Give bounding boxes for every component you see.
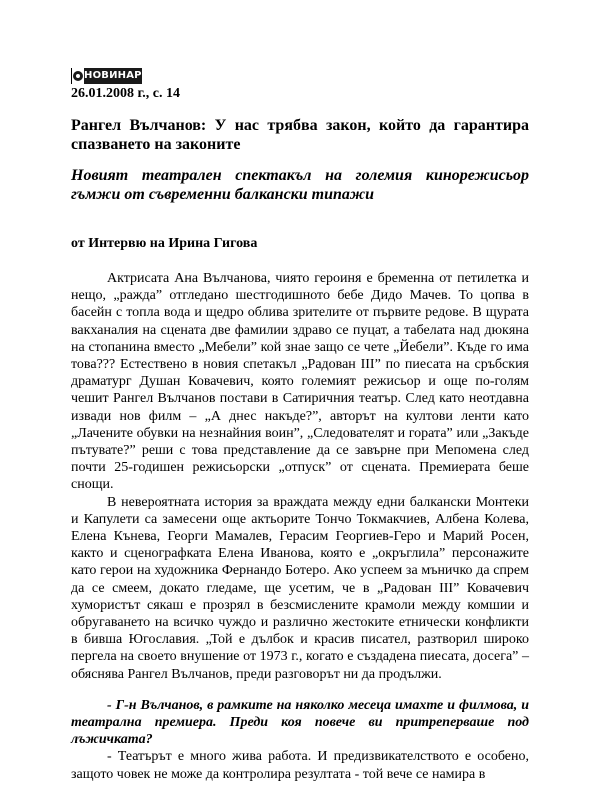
logo-emblem-icon bbox=[72, 68, 84, 84]
newspaper-logo bbox=[71, 68, 142, 84]
article-byline: от Интервю на Ирина Гигова bbox=[71, 236, 258, 251]
interview-answer: - Театърът е много жива работа. И предизвикателството е особено, защото човек не може да контролира резултата - той вече се намира в bbox=[71, 749, 529, 782]
logo-text: НОВИНАР bbox=[84, 68, 142, 84]
article-body bbox=[71, 270, 529, 783]
article-subheadline: Новият театрален спектакъл на големия кинорежисьор гъмжи от съвременни балкански типажи bbox=[71, 167, 529, 203]
interview-question: - Г-н Вълчанов, в рамките на няколко месеца имахте и филмова, и театрална премиера. Преди коя повече ви притреперваше под лъжичката? bbox=[71, 697, 529, 748]
body-paragraph: Актрисата Ана Вълчанова, чиято героиня е бременна от петилетка и нещо, „ражда” отгледано шестгодишното бебе Дидо Мачев. То цопва в басейн с топла вода и щедро облива зрителите от първите редове. В щурата вакханалия на сцената две фамилии здраво се пуцат, а табелата над дюкяна на стопанина вместо „Мебели” кой знае защо се чете „Йебели”. Къде го има това??? Естествено в новия спетакъл „Радован III” по пиесата на сръбския драматург Душан Ковачевич, която големият режисьор и още по-голям чешит Рангел Вълчанов постави в Сатиричния театър. След като неотдавна извади нов филм – „А днес накъде?”, авторът на култови ленти като „Лачените обувки на незнайния воин”, „Следователят и гората” или „Закъде пътувате?” реши с това представление да се завърне при Мепомена след почти 25-годишен режисьорски „отпуск” от сцената. Премиерата беше снощи. bbox=[71, 271, 529, 493]
article-headline: Рангел Вълчанов: У нас трябва закон, който да гарантира спазването на законите bbox=[71, 117, 529, 153]
dateline: 26.01.2008 г., с. 14 bbox=[71, 86, 180, 101]
body-paragraph: В невероятната история за враждата между едни балкански Монтеки и Капулети са замесени още актьорите Тончо Токмакчиев, Албена Колева, Елена Кънева, Георги Мамалев, Герасим Георгиев-Геро и Марий Росен, както и сценографката Елена Иванова, която е „окръглила” персонажите като герои на художника Фернандо Ботеро. Ако успеем за мъничко да спрем да се смеем, докато гледаме, ще усетим, че в „Радован III” Ковачевич хумористът сякаш е прозрял в безсмислените крамоли между комшии и обругаването на всичко чуждо и различно жестоките етнически конфликти в бивша Югославия. „Той е дълбок и красив писател, разтворил широко пергела на своето внушение от 1973 г., когато е създадена пиесата, досега” – обяснява Рангел Вълчанов, преди разговорът ни да продължи. bbox=[71, 494, 529, 682]
